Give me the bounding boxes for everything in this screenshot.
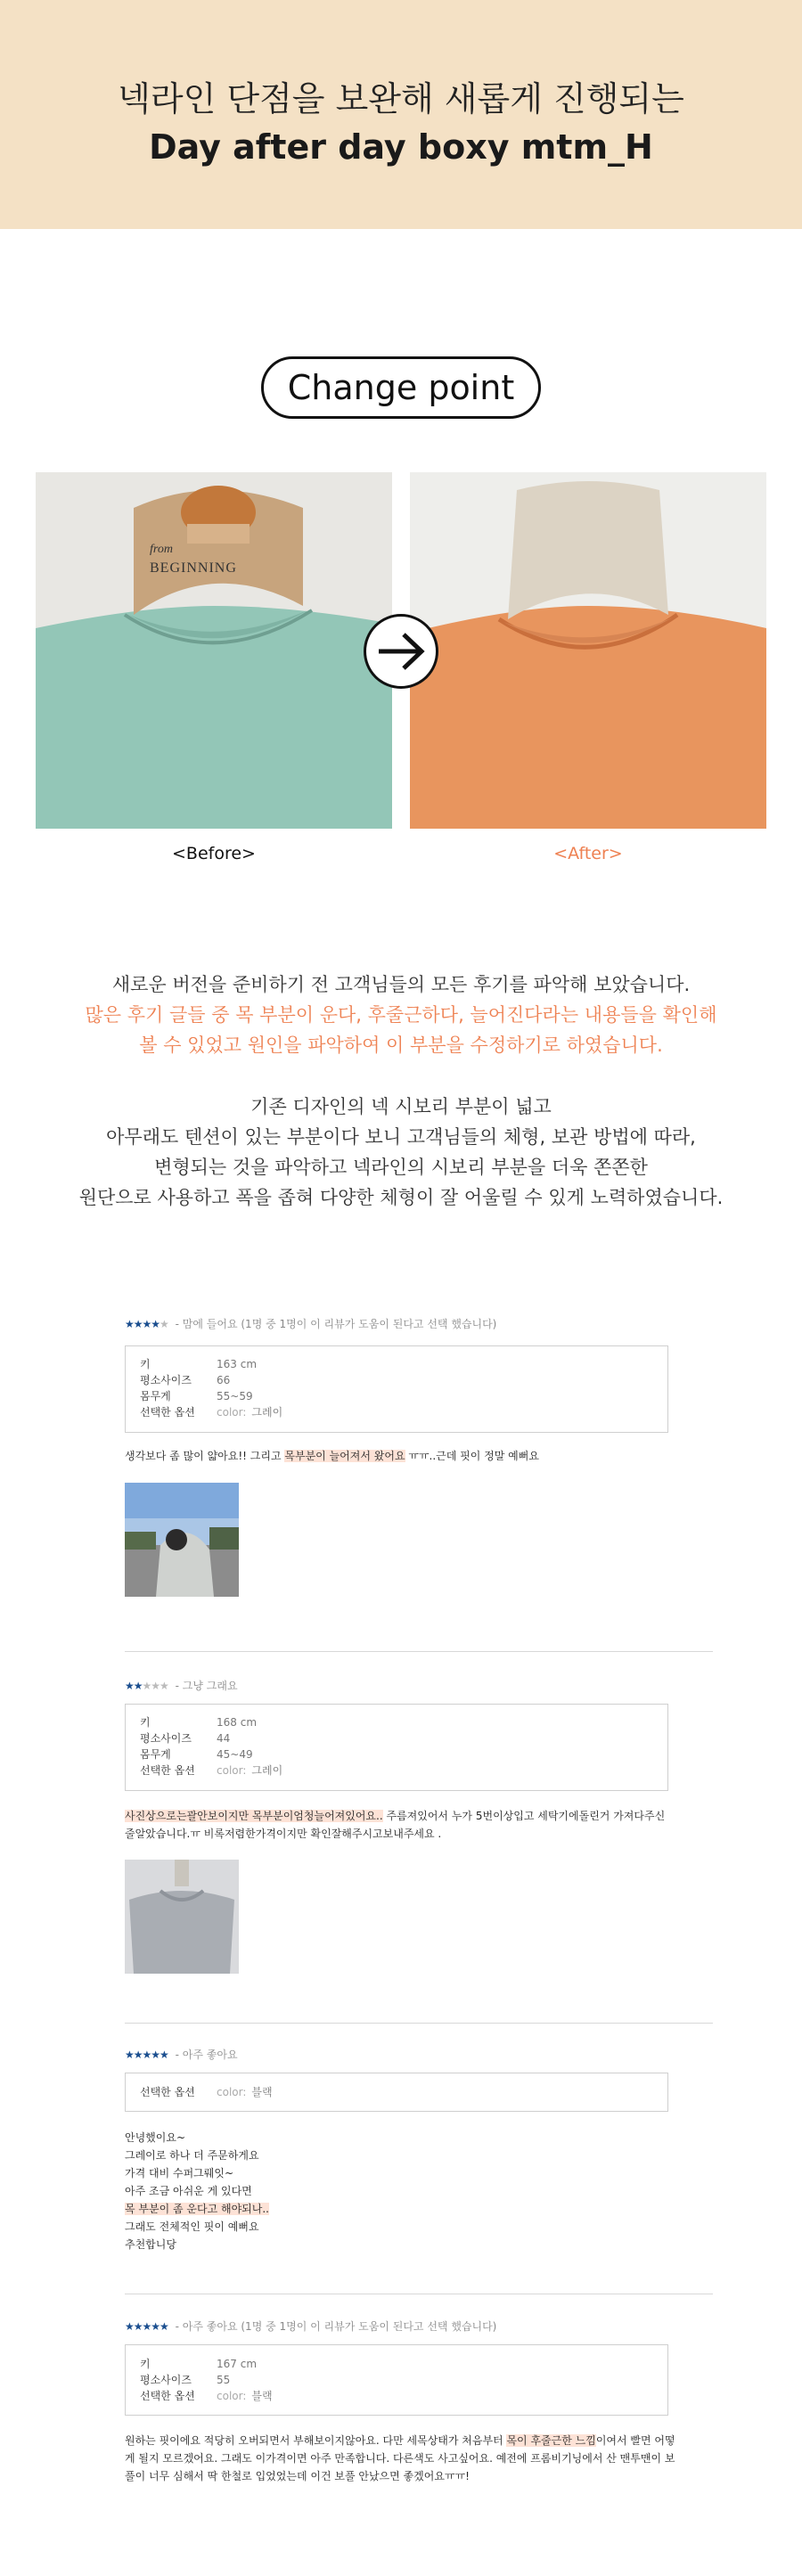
description-line: 아무래도 텐션이 있는 부분이다 보니 고객님들의 체형, 보관 방법에 따라, [106, 1126, 696, 1148]
review-summary: - 아주 좋아요 [175, 2049, 238, 2061]
header-subtitle: 넥라인 단점을 보완해 새롭게 진행되는 [118, 79, 684, 119]
arrow-right-icon [364, 614, 438, 689]
review-text: 게 될지 모르겠어요. 그래도 이가격이면 아주 만족합니다. 다른색도 사고싶어요. 예전에 프롬비기닝에서 산 맨투맨이 보 [125, 2452, 675, 2465]
review-card [125, 1317, 713, 1602]
review-card [125, 2048, 713, 2288]
rating-stars-icon: ★★★★★ [125, 2049, 168, 2061]
header-banner [0, 0, 802, 229]
description-line-highlight: 많은 후기 글들 중 목 부분이 운다, 후줄근하다, 늘어진다라는 내용들을 확인해 [85, 1004, 717, 1026]
review-text: 그레이로 하나 더 주문하게요 [125, 2149, 259, 2162]
review-photo[interactable] [125, 1860, 239, 1974]
rating-stars-icon: ★★★★★ [125, 1680, 168, 1692]
review-text: 안녕했이요~ [125, 2131, 186, 2144]
description-line: 변형되는 것을 파악하고 넥라인의 시보리 부분을 더욱 쫀쫀한 [154, 1157, 648, 1178]
svg-text:BEGINNING: BEGINNING [150, 560, 237, 576]
description-line: 원단으로 사용하고 폭을 좁혀 다양한 체형이 잘 어울릴 수 있게 노력하였습니다. [78, 1187, 724, 1208]
review-text-highlight: 목 부분이 좀 운다고 해야되나.. [125, 2203, 269, 2215]
description-line: 기존 디자인의 넥 시보리 부분이 넓고 [250, 1096, 552, 1117]
review-text: 생각보다 좀 많이 얇아요!! 그리고 목부분이 늘어져서 왔어요 ㅠㅠ..근데 핏이 정말 예뻐요 [125, 1450, 539, 1462]
review-text: 사진상으로는괄안보이지만 목부분이엄청늘어져있어요.. 주름져있어서 누가 5번이상입고 세탁기에돌린거 가져다주신 [125, 1810, 666, 1822]
review-text: 아주 조금 아쉬운 게 있다면 [125, 2185, 252, 2197]
before-caption: <Before> [172, 844, 256, 863]
review-helpful: (1명 중 1명이 이 리뷰가 도움이 된다고 선택 했습니다) [241, 2320, 497, 2333]
change-point-badge: Change point [261, 356, 541, 419]
after-photo [410, 472, 766, 829]
review-info-box: 키 167 cm 평소사이즈 55 선택한 옵션 color: 블랙 [125, 2344, 668, 2416]
review-header [125, 2319, 496, 2334]
product-title: Day after day boxy mtm_H [149, 127, 653, 167]
review-info-box: 키 163 cm 평소사이즈 66 몸무게 55~59 선택한 옵션 color: 그레이 [125, 1345, 668, 1433]
review-text: 원하는 핏이에요 적당히 오버되면서 부해보이지않아요. 다만 세목상태가 처음부터 목이 후줄근한 느낌이여서 빨면 어떻 [125, 2434, 675, 2447]
review-text: 줄알았습니다.ㅠ 비록저렴한가격이지만 확인잘해주시고보내주세요 . [125, 1828, 442, 1840]
review-text: 그래도 전체적인 핏이 예뻐요 [125, 2220, 259, 2233]
description-line-highlight: 볼 수 있었고 원인을 파악하여 이 부분을 수정하기로 하였습니다. [139, 1034, 663, 1056]
rating-stars-icon: ★★★★★ [125, 1318, 168, 1330]
review-card [125, 1679, 713, 1973]
review-summary: - 그냥 그래요 [175, 1680, 238, 1692]
review-card [125, 2319, 713, 2551]
review-text: 추천합니당 [125, 2238, 176, 2251]
svg-text:from: from [150, 543, 173, 556]
review-info-box: 키 168 cm 평소사이즈 44 몸무게 45~49 선택한 옵션 color: 그레이 [125, 1704, 668, 1791]
review-header [125, 1317, 496, 1331]
review-divider [125, 1651, 713, 1652]
review-info-box: 선택한 옵션 color: 블랙 [125, 2073, 668, 2112]
review-summary: - 맘에 들어요 [175, 1318, 238, 1330]
review-text: 가격 대비 수퍼그뤠잇~ [125, 2167, 234, 2179]
review-summary: - 아주 좋아요 [175, 2320, 238, 2333]
description-line: 새로운 버전을 준비하기 전 고객님들의 모든 후기를 파악해 보았습니다. [111, 974, 691, 995]
review-divider [125, 2023, 713, 2024]
review-header [125, 2048, 238, 2062]
review-text: 풀이 너무 심해서 딱 한철로 입었었는데 이건 보풀 안났으면 좋겠어요ㅠㅠ! [125, 2470, 470, 2482]
after-caption: <After> [553, 844, 623, 863]
review-header [125, 1679, 238, 1693]
rating-stars-icon: ★★★★★ [125, 2320, 168, 2333]
before-photo [36, 472, 392, 829]
review-photo[interactable] [125, 1483, 239, 1597]
review-helpful: (1명 중 1명이 이 리뷰가 도움이 된다고 선택 했습니다) [241, 1318, 497, 1330]
